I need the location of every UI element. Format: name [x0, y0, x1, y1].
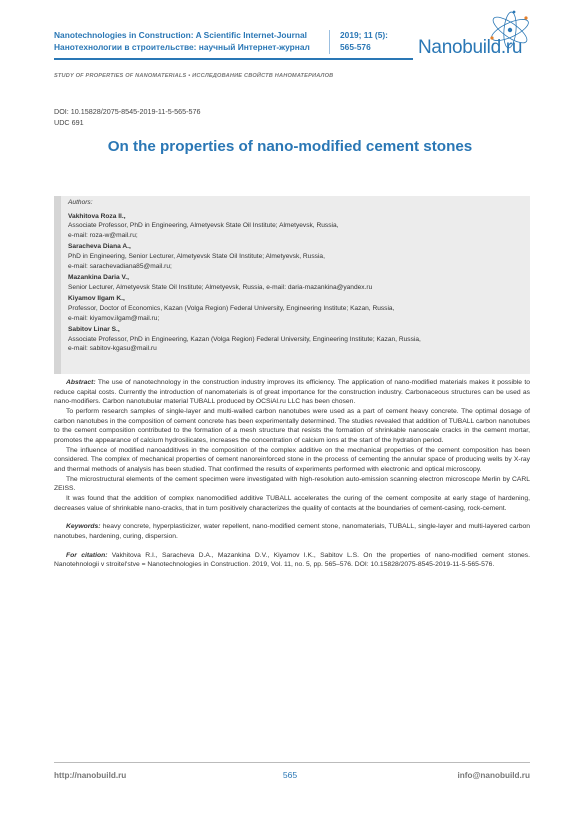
authors-list [68, 198, 523, 354]
author-entry [68, 294, 523, 323]
issue-info [340, 30, 388, 53]
abstract-paragraph: The influence of modified nanoadditives in the composition of the complex additive on the mechanical properties of the cement composition has been considered. The complex of mechanical properties of cement nanoreinforced stone in the process of cementing the annular space of producing wells by X-ray and thermal methods of analysis has been studied. That confirmed the results of experiments performed with electronic and optical microscopy. [54, 446, 530, 473]
abstract-text: The use of nanotechnology in the construction industry improves its efficiency. The application of nano-modified materials makes it possible to reduce capital costs. Currently the introduction of nanomaterials is of great importance for the construction industry. Carbonaceous structures can be used as nano-modifiers. Carbon nanotubular material TUBALL produced by OCSiAl.ru LLC has been chosen. [54, 379, 530, 406]
header-divider [329, 30, 330, 54]
author-name: Sabitov Linar S., [68, 326, 120, 334]
article-title: On the properties of nano-modified cement stones [107, 138, 473, 155]
author-name: Vakhitova Roza Il., [68, 212, 126, 220]
author-name: Kiyamov Ilgam K., [68, 295, 125, 303]
author-entry [68, 273, 523, 292]
author-affiliation: Senior Lecturer, Almetyevsk State Oil Institute; Almetyevsk, Russia, e-mail: daria-mazankina@yandex.ru [68, 283, 373, 291]
udc: UDC 691 [54, 118, 84, 127]
author-name: Saracheva Diana A., [68, 243, 131, 251]
citation-text: Vakhitova R.I., Saracheva D.A., Mazankina D.V., Kiyamov I.K., Sabitov L.S. On the properties of nano-modified cement stones. Nanotehnologii v stroitel'stve = Nanotechnologies in Construction. 2019, Vol. 11, no. 5, pp. 565–576. DOI: 10.15828/2075-8545-2019-11-5-565-576. [54, 551, 530, 569]
author-email: e-mail: sabitov-kgasu@mail.ru [68, 345, 157, 353]
article-body [54, 378, 530, 570]
issue-volume: 2019; 11 (5): [340, 30, 388, 40]
keywords-text: heavy concrete, hyperplasticizer, water repellent, nano-modified cement stone, nanomaterials, TUBALL, single-layer and multi-layered carbon nanotubes, hardening, curing, dispersion. [54, 523, 530, 540]
author-affiliation: Associate Professor, PhD in Engineering, Almetyevsk State Oil Institute; Almetyevsk, Russia, [68, 222, 339, 230]
abstract-label: Abstract: [66, 379, 96, 386]
authors-panel-bar [54, 196, 61, 374]
abstract-paragraph: It was found that the addition of complex nanomodified additive TUBALL accelerates the curing of the cement composite at early stage of hardening, decreases value of shrinkable nano-cracks, that in turn positively characterizes the quality of contacts at the boundaries of cement-casing, rock-cement. [54, 494, 530, 512]
page-number: 565 [282, 770, 298, 780]
author-affiliation: Associate Professor, PhD in Engineering, Kazan (Volga Region) Federal University, Engineering Institute; Kazan, Russia, [68, 335, 421, 343]
footer-website-link[interactable]: http://nanobuild.ru [54, 771, 127, 780]
article-identifiers [54, 106, 201, 128]
author-name: Mazankina Daria V., [68, 274, 129, 282]
journal-title-en: Nanotechnologies in Construction: A Scientific Internet-Journal [54, 30, 307, 40]
author-email: e-mail: roza-w@mail.ru; [68, 231, 138, 239]
abstract-paragraph [54, 378, 530, 407]
citation [54, 551, 530, 570]
journal-title [54, 30, 310, 53]
keywords [54, 522, 530, 541]
journal-title-ru: Нанотехнологии в строительстве: научный Интернет-журнал [54, 41, 310, 52]
doi: DOI: 10.15828/2075-8545-2019-11-5-565-576 [54, 107, 201, 116]
author-affiliation: PhD in Engineering, Senior Lecturer, Almetyevsk State Oil Institute; Almetyevsk, Russia, [68, 252, 325, 260]
logo-text: Nanobuild.ru [418, 37, 523, 58]
citation-label: For citation: [66, 551, 108, 559]
abstract-paragraph: To perform research samples of single-layer and multi-walled carbon nanotubes were used as a part of cement heavy concrete. The optimal dosage of carbon nanotubes in the composition of cement concrete has been experimentally determined. The studies revealed that addition of TUBALL carbon nanotubes to the cement composition contributed to the formation of a mesh structure that resists the formation of shrinkable nanoscale cracks in the cement mortar, promotes the appearance of calcium hydrosilicates, increases the concentration of calcium ions at the start of the hydration period. [54, 407, 530, 444]
author-entry [68, 242, 523, 271]
author-email: e-mail: kiyamov.ilgam@mail.ru; [68, 314, 160, 322]
abstract-paragraph: The microstructural elements of the cement specimen were investigated with high-resolution auto-emission scanning electron microscope Merlin by CARL ZEISS. [54, 475, 530, 493]
keywords-label: Keywords: [66, 523, 101, 531]
footer-email-link[interactable]: info@nanobuild.ru [457, 771, 530, 780]
footer-rule [54, 762, 530, 763]
section-heading: STUDY OF PROPERTIES OF NANOMATERIALS • ИССЛЕДОВАНИЕ СВОЙСТВ НАНОМАТЕРИАЛОВ [54, 73, 334, 79]
author-affiliation: Professor, Doctor of Economics, Kazan (Volga Region) Federal University, Engineering Institute; Kazan, Russia, [68, 304, 395, 312]
header-rule [54, 58, 413, 60]
author-email: e-mail: sarachevadiana85@mail.ru; [68, 262, 172, 270]
author-entry [68, 325, 523, 354]
authors-label: Authors: [68, 199, 93, 206]
issue-pages: 565-576 [340, 41, 371, 52]
author-entry [68, 212, 523, 241]
